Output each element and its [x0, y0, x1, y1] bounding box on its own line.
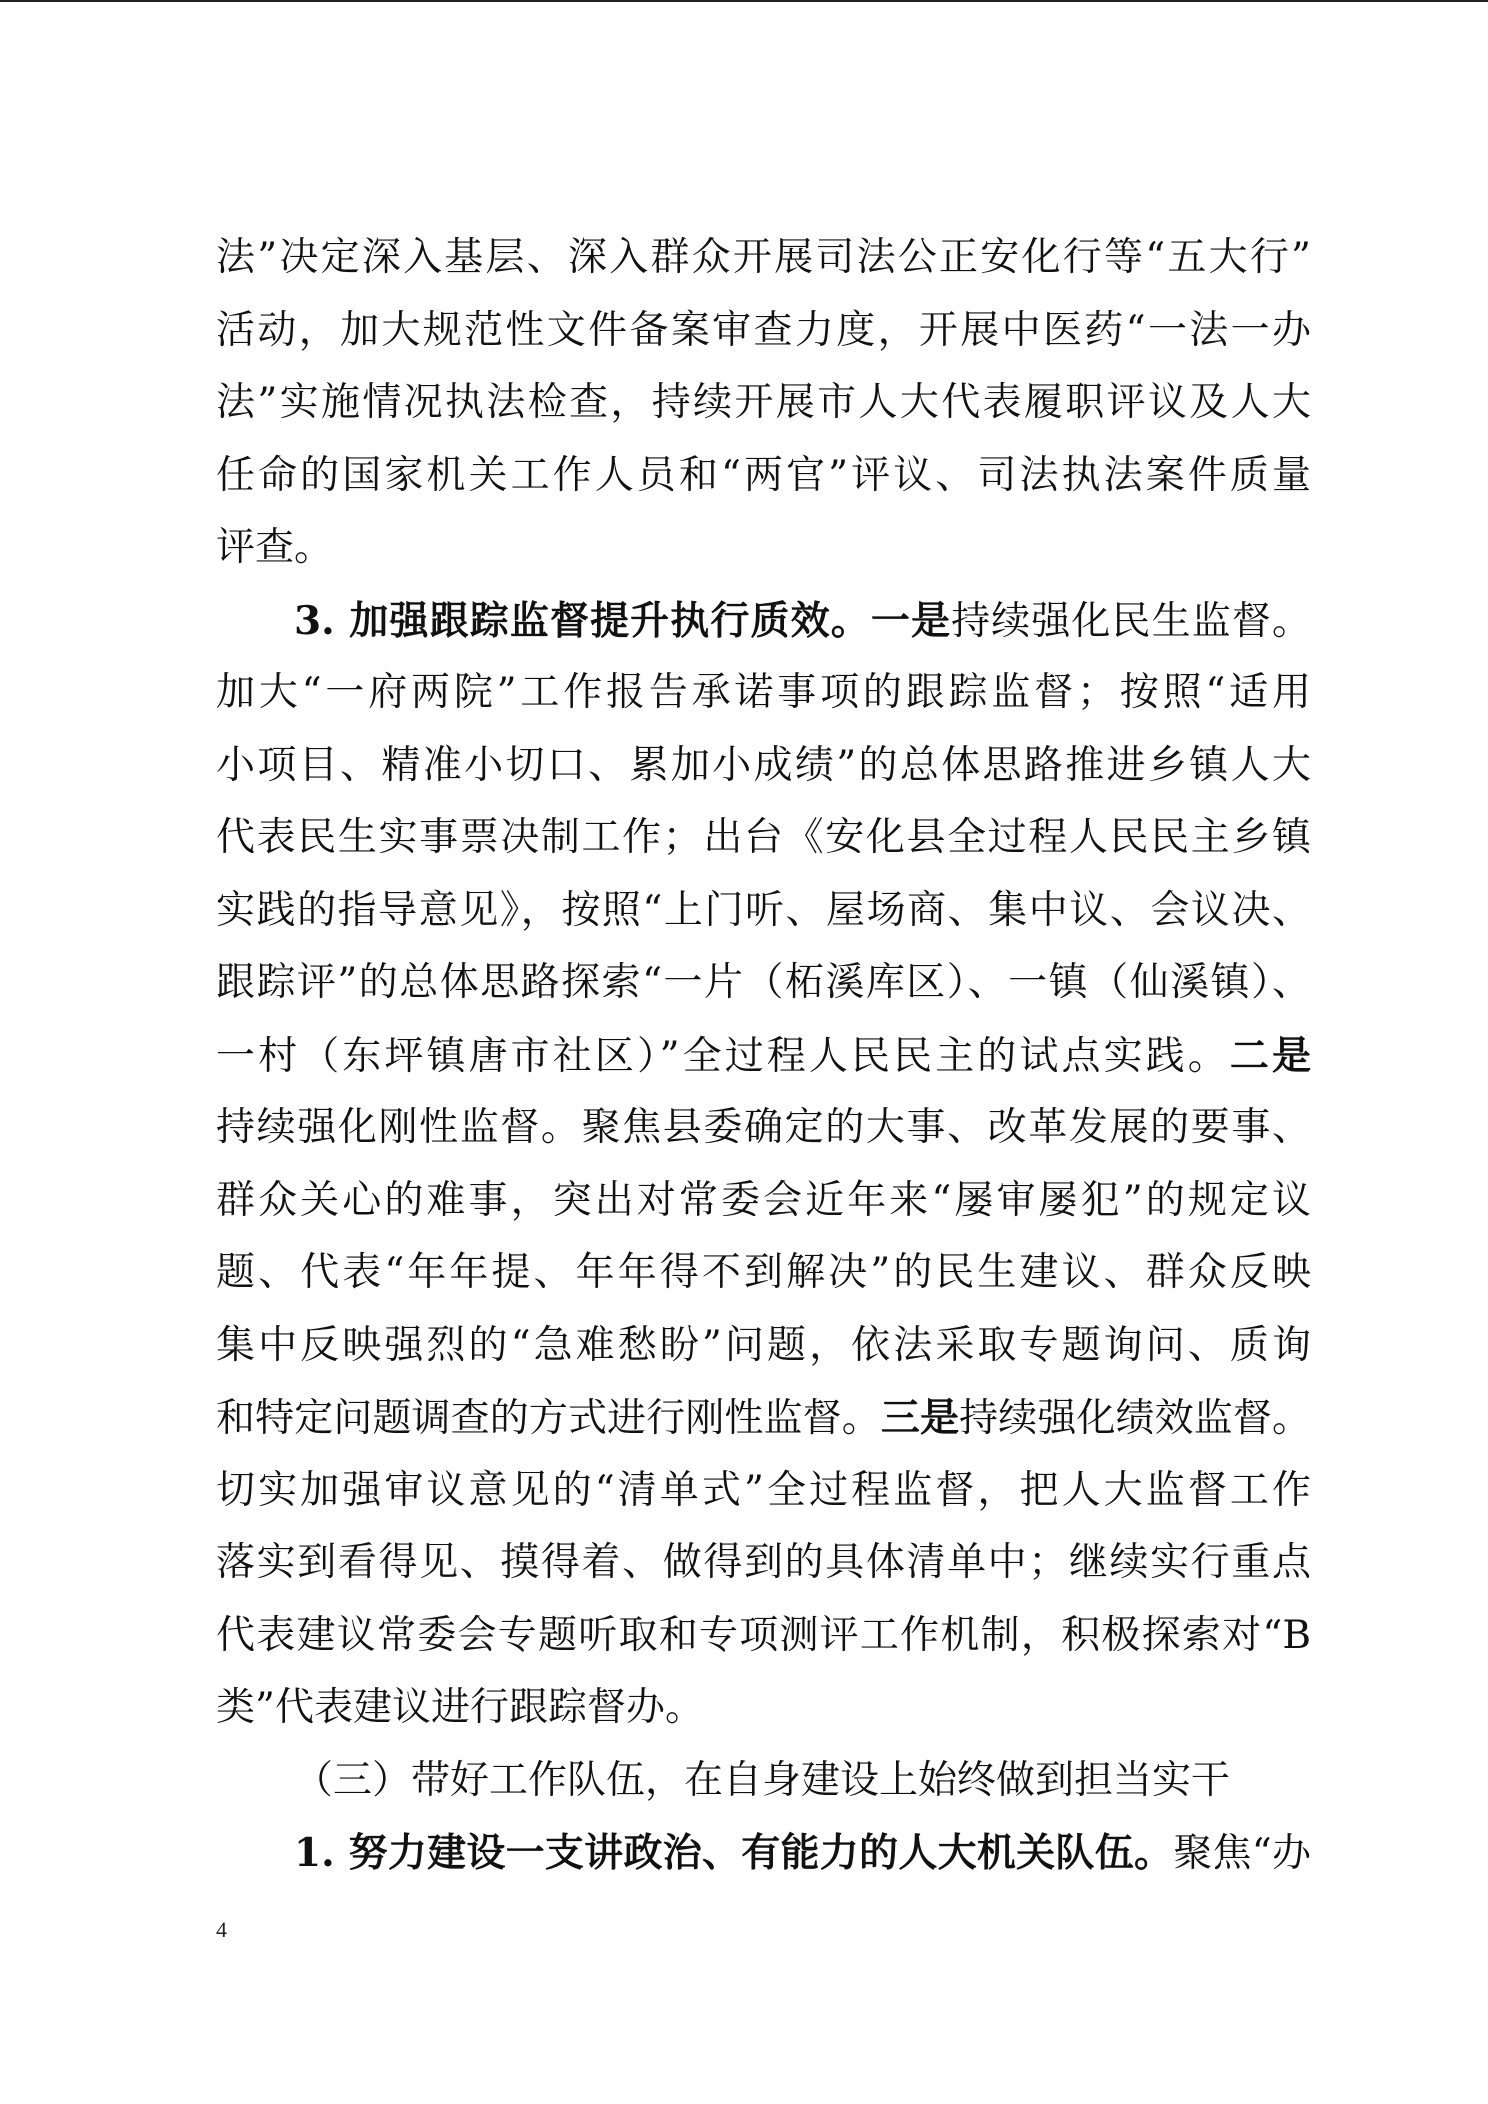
- bold-text-run: 一是: [870, 597, 952, 644]
- text-run: 法”实施情况执法检查，持续开展市人大代表履职评议及人大: [216, 380, 1311, 425]
- text-run: 切实加强审议意见的“清单式”全过程监督，把人大监督工作: [216, 1467, 1311, 1513]
- top-border-rule: [0, 0, 1488, 2]
- text-run: 类”代表建议进行跟踪督办。: [216, 1685, 704, 1730]
- document-body: [216, 222, 1311, 1890]
- text-line: [216, 367, 1311, 440]
- text-run: 一村（东坪镇唐市社区）”全过程人民民主的试点实践。: [216, 1033, 1230, 1079]
- text-run: 任命的国家机关工作人员和“两官”评议、司法执法案件质量: [216, 452, 1311, 498]
- text-run: 落实到看得见、摸得着、做得到的具体清单中；继续实行重点: [216, 1540, 1311, 1585]
- page-number: 4: [216, 1917, 227, 1942]
- text-line: [216, 440, 1311, 513]
- text-run: 聚焦“办: [1173, 1831, 1311, 1876]
- text-run: 小项目、精准小切口、累加小成绩”的总体思路推进乡镇人大: [216, 742, 1311, 788]
- text-line: [216, 730, 1311, 803]
- text-line: [216, 1527, 1311, 1600]
- text-run: 评查。: [216, 525, 334, 570]
- bold-text-run: 二是: [1229, 1032, 1311, 1079]
- text-line: [216, 1672, 1311, 1745]
- text-run: 法”决定深入基层、深入群众开展司法公正安化行等“五大行”: [216, 235, 1311, 280]
- text-line: [216, 947, 1311, 1020]
- text-line: [216, 1600, 1311, 1673]
- text-run: 代表建议常委会专题听取和专项测评工作机制，积极探索对“B: [216, 1612, 1311, 1658]
- subsection-heading-line: [216, 1745, 1311, 1818]
- text-line: [216, 512, 1311, 585]
- text-line: [216, 1237, 1311, 1310]
- text-run: 实践的指导意见》，按照“上门听、屋场商、集中议、会议决、: [216, 887, 1311, 933]
- text-run: 题、代表“年年提、年年得不到解决”的民生建议、群众反映: [216, 1250, 1311, 1295]
- text-run: 持续强化民生监督。: [951, 598, 1311, 644]
- section-heading-line: [216, 585, 1311, 658]
- text-line: [216, 295, 1311, 368]
- bold-text-run: 3. 加强跟踪监督提升执行质效。: [294, 597, 871, 644]
- text-line: [216, 1092, 1311, 1165]
- text-run: 持续强化绩效监督。: [959, 1396, 1311, 1441]
- text-run: 代表民生实事票决制工作；出台《安化县全过程人民民主乡镇: [216, 815, 1311, 860]
- text-run: 群众关心的难事，突出对常委会近年来“屡审屡犯”的规定议: [216, 1177, 1311, 1223]
- text-run: （三）带好工作队伍，在自身建设上始终做到担当实干: [294, 1757, 1231, 1803]
- text-line: [216, 222, 1311, 295]
- text-line: [216, 657, 1311, 730]
- text-line: [216, 1165, 1311, 1238]
- text-line: [216, 1455, 1311, 1528]
- bold-text-run: 三是: [880, 1395, 960, 1441]
- text-run: 集中反映强烈的“急难愁盼”问题，依法采取专题询问、质询: [216, 1322, 1311, 1368]
- text-line: [216, 875, 1311, 948]
- text-run: 和特定问题调查的方式进行刚性监督。: [216, 1396, 881, 1441]
- text-run: 活动，加大规范性文件备案审查力度，开展中医药“一法一办: [216, 307, 1311, 353]
- text-line: [216, 1382, 1311, 1455]
- section-heading-line: [216, 1817, 1311, 1890]
- text-run: 持续强化刚性监督。聚焦县委确定的大事、改革发展的要事、: [216, 1105, 1311, 1150]
- text-line: [216, 802, 1311, 875]
- text-line: [216, 1020, 1311, 1093]
- text-run: 加大“一府两院”工作报告承诺事项的跟踪监督；按照“适用: [216, 670, 1311, 715]
- text-line: [216, 1310, 1311, 1383]
- text-run: 跟踪评”的总体思路探索“一片（柘溪库区）、一镇（仙溪镇）、: [216, 960, 1311, 1005]
- bold-text-run: 1. 努力建设一支讲政治、有能力的人大机关队伍。: [294, 1830, 1174, 1876]
